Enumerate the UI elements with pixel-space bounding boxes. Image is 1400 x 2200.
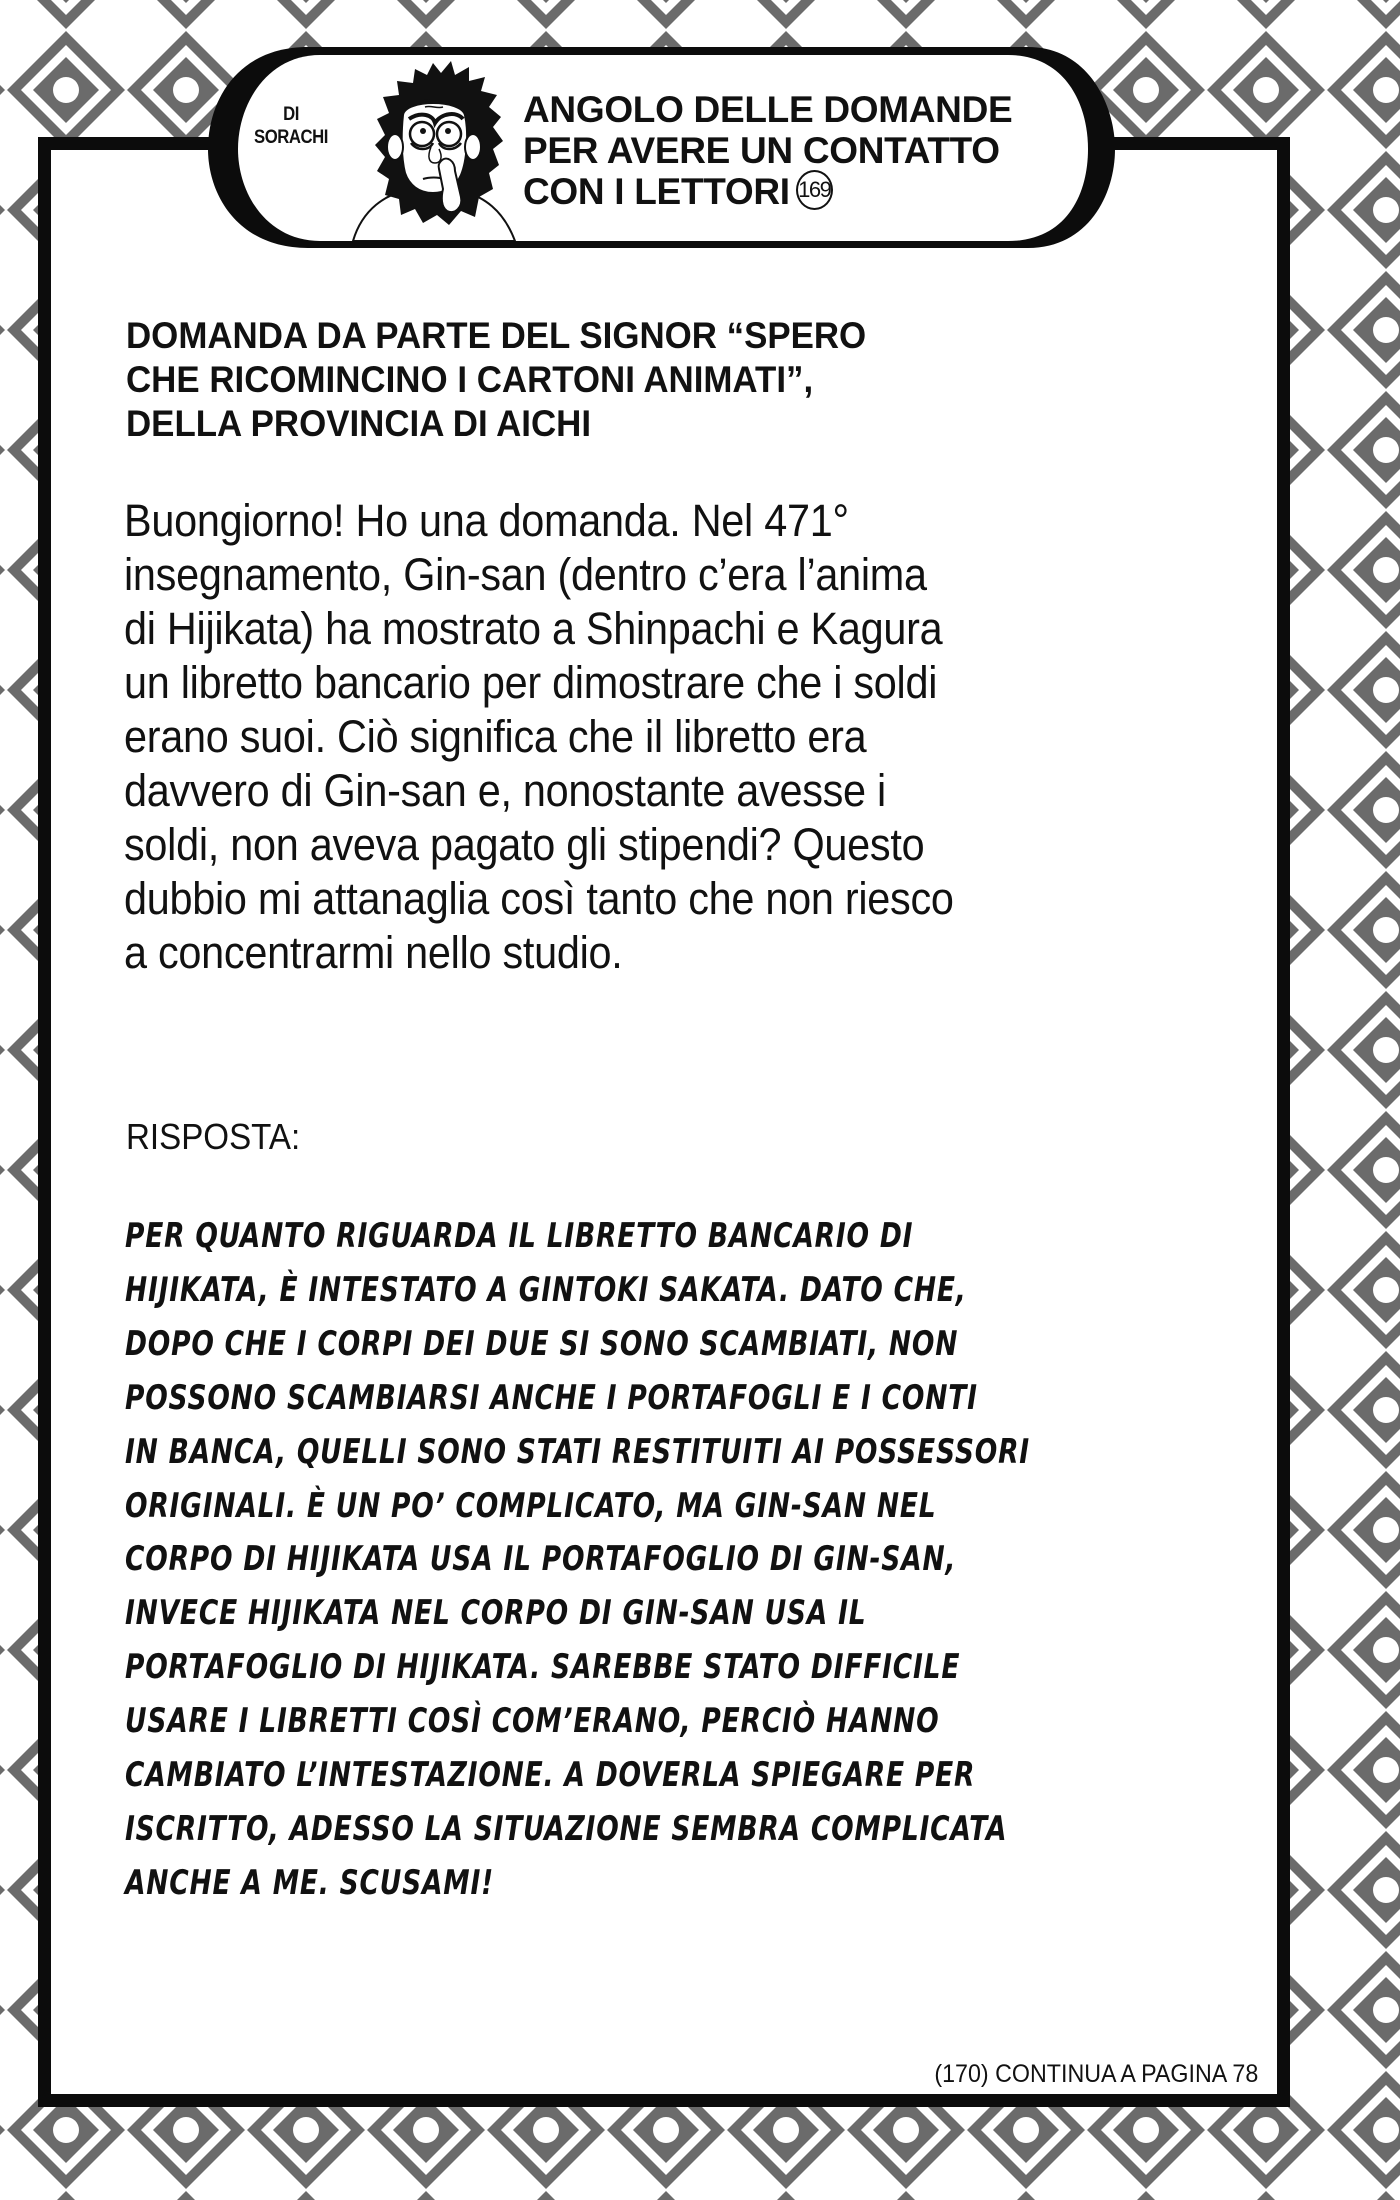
heading-line: DELLA PROVINCIA DI AICHI	[126, 402, 592, 444]
title-line: PER AVERE UN CONTATTO	[523, 130, 1000, 171]
episode-number-badge: 169	[796, 170, 833, 210]
answer-line: IN BANCA, QUELLI SONO STATI RESTITUITI AI POSSESSORI	[125, 1431, 1030, 1472]
heading-line: DOMANDA DA PARTE DEL SIGNOR “SPERO	[126, 314, 867, 356]
section-title	[523, 89, 1012, 214]
answer-line: ORIGINALI. È UN PO’ COMPLICATO, MA GIN-SAN NEL	[125, 1485, 937, 1526]
author-byline	[247, 103, 335, 149]
byline-line: DI	[283, 104, 299, 125]
continuation-note: (170) CONTINUA A PAGINA 78	[934, 2060, 1258, 2088]
answer-body	[125, 1210, 1285, 1911]
byline-line: SORACHI	[253, 127, 329, 148]
question-line: soldi, non aveva pagato gli stipendi? Questo	[124, 819, 925, 870]
title-line-with-badge	[523, 171, 1012, 214]
heading-line: CHE RICOMINCINO I CARTONI ANIMATI”,	[126, 358, 814, 400]
answer-line: CORPO DI HIJIKATA USA IL PORTAFOGLIO DI GIN-SAN,	[125, 1539, 957, 1580]
question-line: di Hijikata) ha mostrato a Shinpachi e Kagura	[124, 603, 943, 654]
question-line: insegnamento, Gin-san (dentro c’era l’anima	[124, 549, 927, 600]
question-line: davvero di Gin-san e, nonostante avesse i	[124, 765, 886, 816]
answer-label: RISPOSTA:	[126, 1116, 301, 1157]
question-line: Buongiorno! Ho una domanda. Nel 471°	[124, 495, 849, 546]
question-line: a concentrarmi nello studio.	[124, 927, 623, 978]
answer-line: INVECE HIJIKATA NEL CORPO DI GIN-SAN USA IL	[125, 1593, 867, 1634]
header-banner	[208, 45, 1115, 250]
answer-line: PER QUANTO RIGUARDA IL LIBRETTO BANCARIO DI	[125, 1216, 914, 1256]
answer-line: HIJIKATA, È INTESTATO A GINTOKI SAKATA. DATO CHE,	[125, 1269, 967, 1310]
question-body	[124, 494, 954, 980]
answer-line: ISCRITTO, ADESSO LA SITUAZIONE SEMBRA COMPLICATA	[125, 1808, 1008, 1849]
title-line: CON I LETTORI	[523, 171, 790, 212]
answer-line: PORTAFOGLIO DI HIJIKATA. SAREBBE STATO DIFFICILE	[125, 1647, 961, 1688]
title-line: ANGOLO DELLE DOMANDE	[523, 89, 1013, 130]
question-line: un libretto bancario per dimostrare che i soldi	[124, 657, 938, 708]
answer-line: DOPO CHE I CORPI DEI DUE SI SONO SCAMBIATI, NON	[125, 1323, 959, 1364]
answer-line: POSSONO SCAMBIARSI ANCHE I PORTAFOGLI E I CONTI	[125, 1377, 978, 1418]
answer-line: USARE I LIBRETTI COSÌ COM’ERANO, PERCIÒ HANNO	[125, 1701, 940, 1742]
question-line: dubbio mi attanaglia così tanto che non riesco	[124, 873, 954, 924]
question-line: erano suoi. Ciò significa che il libretto era	[124, 711, 867, 762]
question-heading	[126, 313, 866, 445]
answer-line: CAMBIATO L’INTESTAZIONE. A DOVERLA SPIEGARE PER	[125, 1755, 976, 1796]
answer-line: ANCHE A ME. SCUSAMI!	[125, 1862, 494, 1903]
sorachi-gorilla-icon	[343, 57, 523, 241]
